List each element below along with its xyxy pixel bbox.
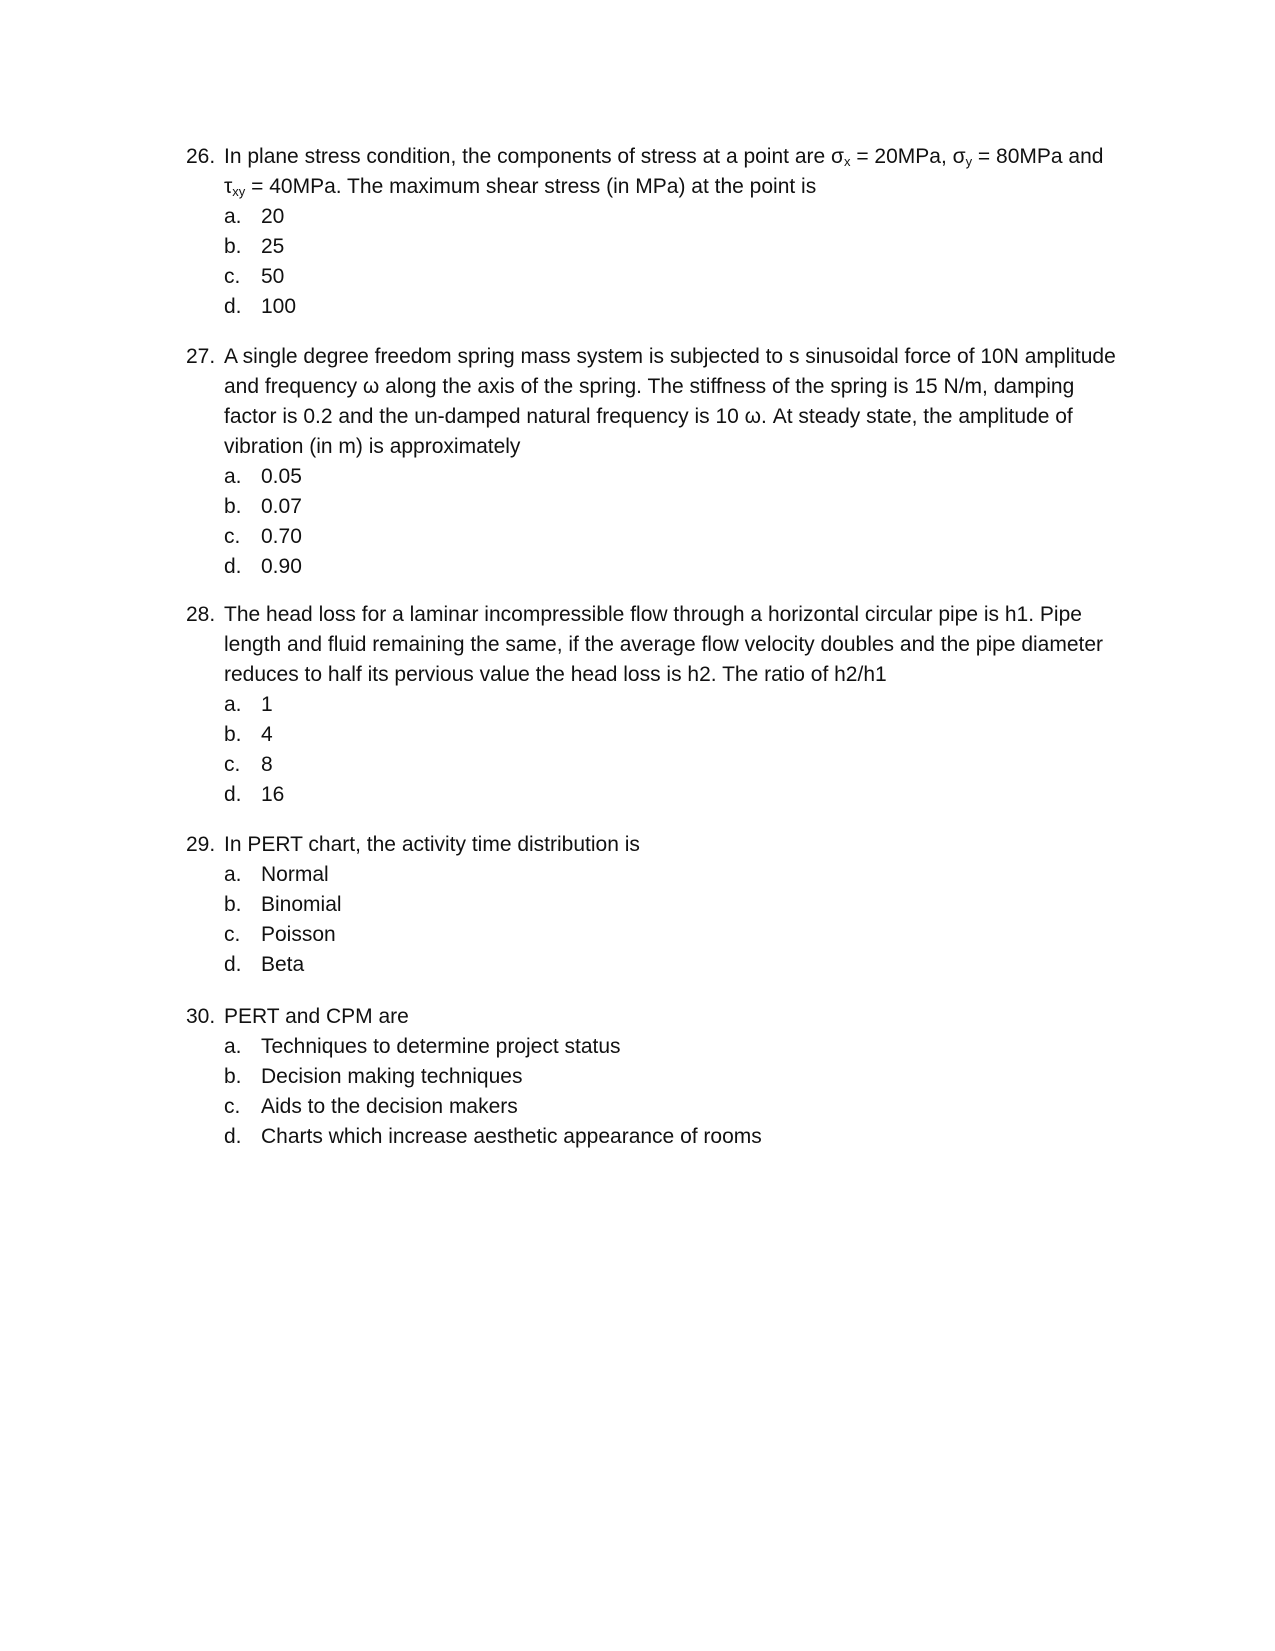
option-b: b. 0.07 xyxy=(224,495,302,518)
question-text: PERT and CPM are xyxy=(224,1005,409,1028)
option-a: a. 20 xyxy=(224,205,285,228)
options-list xyxy=(224,860,1116,980)
question-number: 30. xyxy=(186,1005,216,1028)
options-list xyxy=(224,462,1116,582)
question-27 xyxy=(186,342,1122,582)
option-a: a. 0.05 xyxy=(224,465,302,488)
question-text: The head loss for a laminar incompressible flow through a horizontal circular pipe is h1. Pipe length and fluid remaining the same, if the average flow velocity doubles and the pipe diameter reduces to half its pervious value the head loss is h2. The ratio of h2/h1 xyxy=(224,603,1109,686)
option-d: d. Charts which increase aesthetic appearance of rooms xyxy=(224,1125,762,1148)
option-a: a. Normal xyxy=(224,863,329,886)
option-d: d. 0.90 xyxy=(224,555,302,578)
options-list xyxy=(224,202,1116,322)
question-text: In plane stress condition, the components of stress at a point are $\sigma_x = 20MPa$, $\sigma_y = 80MPa$ and $\tau_{xy} = 40MPa$. The maximum shear stress (in MPa) at the point is xyxy=(224,145,1110,199)
option-a: a. Techniques to determine project status xyxy=(224,1035,621,1058)
question-number: 29. xyxy=(186,833,216,856)
option-d: d. 16 xyxy=(224,783,285,806)
options-list xyxy=(224,1032,1116,1152)
option-d: d. 100 xyxy=(224,295,297,318)
option-a: a. 1 xyxy=(224,693,273,716)
question-number: 27. xyxy=(186,345,216,368)
question-26 xyxy=(186,142,1116,322)
question-text: A single degree freedom spring mass system is subjected to s sinusoidal force of 10N amplitude and frequency ω along the axis of the spring. The stiffness of the spring is 15 N/m, damping factor is 0.2 and the un-damped natural frequency is 10 ω. At steady state, the amplitude of vibration (in m) is approximately xyxy=(224,345,1122,458)
question-30 xyxy=(186,1002,1116,1152)
question-29 xyxy=(186,830,1116,980)
question-28 xyxy=(186,600,1116,810)
option-c: c. 8 xyxy=(224,753,273,776)
question-number: 28. xyxy=(186,603,216,626)
option-c: c. 0.70 xyxy=(224,525,302,548)
option-c: c. 50 xyxy=(224,265,285,288)
question-text: In PERT chart, the activity time distribution is xyxy=(224,833,640,856)
option-d: d. Beta xyxy=(224,953,305,976)
question-number: 26. xyxy=(186,145,216,168)
option-b: b. Binomial xyxy=(224,893,342,916)
option-c: c. Poisson xyxy=(224,923,336,946)
option-c: c. Aids to the decision makers xyxy=(224,1095,518,1118)
option-b: b. Decision making techniques xyxy=(224,1065,523,1088)
options-list xyxy=(224,690,1116,810)
option-b: b. 4 xyxy=(224,723,273,746)
option-b: b. 25 xyxy=(224,235,285,258)
